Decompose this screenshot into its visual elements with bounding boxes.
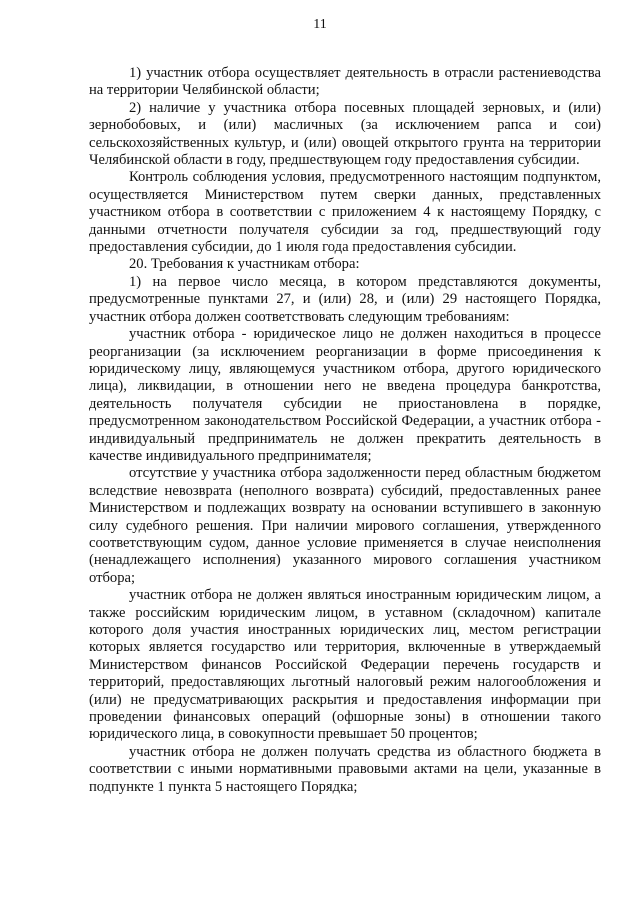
paragraph-requirement-1: 1) на первое число месяца, в котором представляются документы, предусмотренные пунктами 27, и (или) 28, и (или) 29 настоящего Порядка, участник отбора должен соответствовать следующим требованиям: — [89, 273, 601, 325]
paragraph-no-debt: отсутствие у участника отбора задолженности перед областным бюджетом вследствие невозврата (неполного возврата) субсидий, предоставленных ранее Министерством и подлежащих возврату на основании вступившего в законную силу судебного решения. При наличии мирового соглашения, утвержденного соответствующим судом, данное условие применяется в случае неисполнения (ненадлежащего исполнения) указанного мирового соглашения участником отбора; — [89, 465, 601, 586]
paragraph-criterion-2: 2) наличие у участника отбора посевных площадей зерновых, и (или) зернобобовых, и (или) масличных (за исключением рапса и сои) сельскохозяйственных культур, и (или) овощей открытого грунта на территории Челябинской области в году, предшествующем году предоставления субсидии. — [89, 99, 601, 169]
paragraph-legal-entity: участник отбора - юридическое лицо не должен находиться в процессе реорганизации (за исключением реорганизации в форме присоединения к юридическому лицу, являющемуся участником отбора, другого юридического лица), ликвидации, в отношении него не введена процедура банкротства, деятельность получателя субсидии не приостановлена в порядке, предусмотренном законодательством Российской Федерации, а участник отбора - индивидуальный предприниматель не должен прекратить деятельность в качестве индивидуального предпринимателя; — [89, 326, 601, 464]
paragraph-control: Контроль соблюдения условия, предусмотренного настоящим подпунктом, осуществляется Министерством путем сверки данных, представленных участником отбора в соответствии с приложением 4 к настоящему Порядку, с данными отчетности получателя субсидии за год, предшествующий году предоставления субсидии, до 1 июля года предоставления субсидии. — [89, 169, 601, 256]
paragraph-criterion-1: 1) участник отбора осуществляет деятельность в отрасли растениеводства на территории Челябинской области; — [89, 65, 601, 99]
document-body — [89, 65, 601, 796]
paragraph-section-20-heading: 20. Требования к участникам отбора: — [129, 256, 360, 273]
page-number: 11 — [313, 17, 327, 32]
paragraph-no-other-funds: участник отбора не должен получать средства из областного бюджета в соответствии с иными нормативными правовыми актами на цели, указанные в подпункте 1 пункта 5 настоящего Порядка; — [89, 743, 601, 795]
paragraph-not-foreign: участник отбора не должен являться иностранным юридическим лицом, а также российским юридическим лицом, в уставном (складочном) капитале которого доля участия иностранных юридических лиц, местом регистрации которых является государство или территория, включенные в утверждаемый Министерством финансов Российской Федерации перечень государств и территорий, предоставляющих льготный налоговый режим налогообложения и (или) не предусматривающих раскрытия и предоставления информации при проведении финансовых операций (офшорные зоны) в отношении такого юридического лица, в совокупности превышает 50 процентов; — [89, 587, 601, 743]
